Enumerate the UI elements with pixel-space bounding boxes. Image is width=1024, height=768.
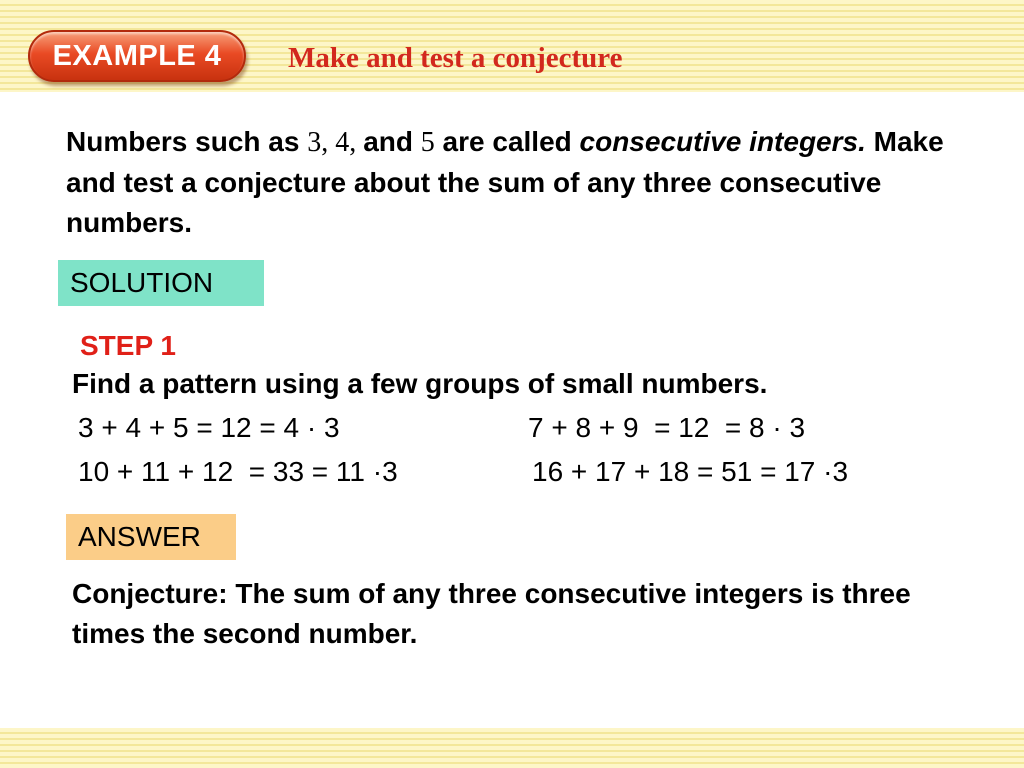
equation-1: 3 + 4 + 5 = 12 = 4 · 3 bbox=[78, 412, 340, 443]
answer-label bbox=[66, 514, 236, 560]
comma-2: , bbox=[349, 127, 364, 158]
solution-label-text: SOLUTION bbox=[70, 267, 214, 298]
solution-label bbox=[58, 260, 264, 306]
intro-text-4: Make and test a conjecture about the sum of any three consecutive numbers. bbox=[66, 126, 944, 238]
comma-1: , bbox=[321, 127, 336, 158]
step-label: STEP 1 bbox=[80, 330, 176, 361]
intro-text-3: are called bbox=[434, 126, 580, 157]
example-badge-label: EXAMPLE 4 bbox=[52, 40, 222, 72]
answer-text: Conjecture: The sum of any three consecutive integers is three times the second number. bbox=[72, 578, 911, 649]
answer-label-text: ANSWER bbox=[78, 521, 201, 552]
step-instruction: Find a pattern using a few groups of small numbers. bbox=[72, 368, 768, 399]
number-5: 5 bbox=[420, 127, 435, 158]
problem-statement bbox=[66, 122, 966, 243]
number-3: 3 bbox=[307, 127, 322, 158]
intro-text-1: Numbers such as bbox=[66, 126, 308, 157]
equation-3: 10 + 11 + 12 = 33 = 11 ·3 bbox=[78, 456, 398, 487]
equation-4: 16 + 17 + 18 = 51 = 17 ·3 bbox=[532, 456, 849, 487]
example-badge bbox=[28, 30, 246, 82]
intro-text-2: and bbox=[363, 126, 421, 157]
footer-band bbox=[0, 728, 1024, 768]
equation-2: 7 + 8 + 9 = 12 = 8 · 3 bbox=[528, 412, 806, 443]
number-4: 4 bbox=[335, 127, 350, 158]
term-consecutive-integers: consecutive integers. bbox=[579, 126, 866, 157]
page-title: Make and test a conjecture bbox=[288, 42, 623, 74]
